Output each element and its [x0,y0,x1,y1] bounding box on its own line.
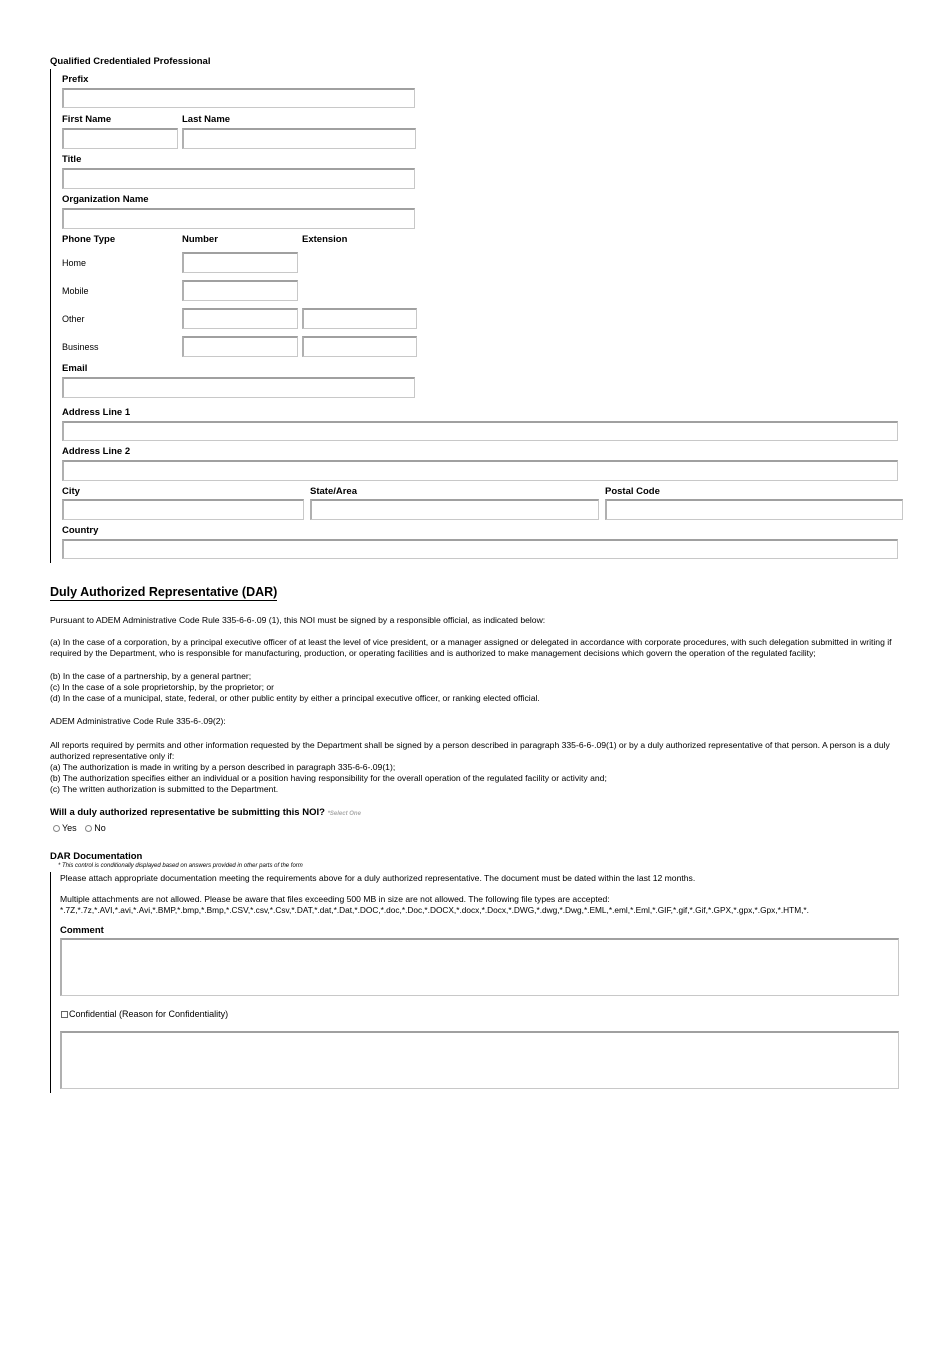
dar-question-hint: *Select One [327,811,361,817]
no-option[interactable] [85,823,106,833]
yes-option[interactable] [53,823,77,833]
state-label: State/Area [310,486,357,497]
section-title-qcp: Qualified Credentialed Professional [50,56,211,67]
extension-label: Extension [302,234,348,245]
address1-input[interactable] [62,421,898,441]
dar-question-text: Will a duly authorized representative be submitting this NOI? [50,807,325,818]
business-number-input[interactable] [182,336,298,357]
email-label: Email [62,363,88,374]
confidential-reason-textarea[interactable] [60,1031,899,1089]
other-extension-input[interactable] [302,308,417,329]
phone-type-mobile: Mobile [62,286,89,296]
title-label: Title [62,154,82,165]
phone-type-home: Home [62,258,87,268]
dar-rule2-b: (b) The authorization specifies either an individual or a position having responsibility for the overall operation of the regulated facility or activity and; [50,773,607,783]
yes-label: Yes [62,823,77,833]
phone-type-label: Phone Type [62,234,116,245]
confidential-option[interactable] [61,1009,228,1019]
country-label: Country [62,525,99,536]
dar-rule2-text: All reports required by permits and other information requested by the Department shall be signed by a person described in paragraph 335-6-6-.09(1) or by a duly authorized representative of that person. A person is a duly authorized representative only if: [50,740,890,762]
dar-rule-a: (a) In the case of a corporation, by a principal executive officer of at least the level of vice president, or a manager assigned or delegated in accordance with corporate procedures, with such delegation submitted in writing if required by the Department, who is responsible for manufacturing, production, or operating facilities and is authorized to make management decisions which govern the operation of the regulated facility; [50,637,892,659]
last-name-input[interactable] [182,128,416,149]
dar-heading: Duly Authorized Representative (DAR) [50,585,278,599]
business-extension-input[interactable] [302,336,417,357]
doc-file-types: *.7Z,*.7z,*.AVI,*.avi,*.Avi,*.BMP,*.bmp,*.Bmp,*.CSV,*.csv,*.Csv,*.DAT,*.dat,*.Dat,*.DOC,*.doc,*.Doc,*.DOCX,*.docx,*.Docx,*.DWG,*.dwg,*.Dwg,*.EML,*.eml,*.Eml,*.GIF,*.gif,*.Gif,*.GPX,*.gpx,*.Gpx,*.HTM,*. [60,905,809,915]
other-number-input[interactable] [182,308,298,329]
prefix-label: Prefix [62,74,89,85]
dar-rule2-a: (a) The authorization is made in writing by a person described in paragraph 335-6-6-.09(1); [50,762,396,772]
yes-radio[interactable] [53,825,60,832]
comment-label: Comment [60,925,104,936]
doc-attach-text: Multiple attachments are not allowed. Please be aware that files exceeding 500 MB in size are not allowed. The following file types are accepted: [60,894,610,904]
dar-doc-title: DAR Documentation [50,851,143,862]
postal-label: Postal Code [605,486,660,497]
last-name-label: Last Name [182,114,231,125]
conditional-note: * This control is conditionally displayed based on answers provided in other parts of the form [58,863,303,869]
home-number-input[interactable] [182,252,298,273]
confidential-checkbox[interactable] [61,1011,68,1018]
prefix-input[interactable] [62,88,415,108]
comment-textarea[interactable] [60,938,899,996]
city-label: City [62,486,80,497]
org-name-label: Organization Name [62,194,149,205]
mobile-number-input[interactable] [182,280,298,301]
dar-rule-c: (c) In the case of a sole proprietorship, by the proprietor; or [50,682,275,692]
dar-intro: Pursuant to ADEM Administrative Code Rule 335-6-6-.09 (1), this NOI must be signed by a responsible official, as indicated below: [50,615,546,625]
city-input[interactable] [62,499,304,520]
country-input[interactable] [62,539,898,559]
dar-rule2-title: ADEM Administrative Code Rule 335-6-.09(2): [50,716,226,726]
email-input[interactable] [62,377,415,398]
postal-code-input[interactable] [605,499,903,520]
section-border [50,69,51,563]
dar-rule-b: (b) In the case of a partnership, by a general partner; [50,671,252,681]
number-label: Number [182,234,218,245]
dar-question [50,807,361,818]
address1-label: Address Line 1 [62,407,131,418]
org-name-input[interactable] [62,208,415,229]
doc-section-border [50,872,51,1093]
dar-rule-d: (d) In the case of a municipal, state, federal, or other public entity by either a principal executive officer, or ranking elected official. [50,693,540,703]
address2-label: Address Line 2 [62,446,131,457]
phone-type-other: Other [62,314,85,324]
dar-radio-group [53,823,106,833]
no-label: No [94,823,106,833]
confidential-label: Confidential (Reason for Confidentiality) [69,1009,229,1019]
first-name-label: First Name [62,114,112,125]
no-radio[interactable] [85,825,92,832]
dar-rule2-c: (c) The written authorization is submitted to the Department. [50,784,279,794]
state-input[interactable] [310,499,599,520]
address2-input[interactable] [62,460,898,481]
phone-type-business: Business [62,342,99,352]
title-input[interactable] [62,168,415,189]
first-name-input[interactable] [62,128,178,149]
doc-instructions: Please attach appropriate documentation meeting the requirements above for a duly authorized representative. The document must be dated within the last 12 months. [60,873,696,883]
